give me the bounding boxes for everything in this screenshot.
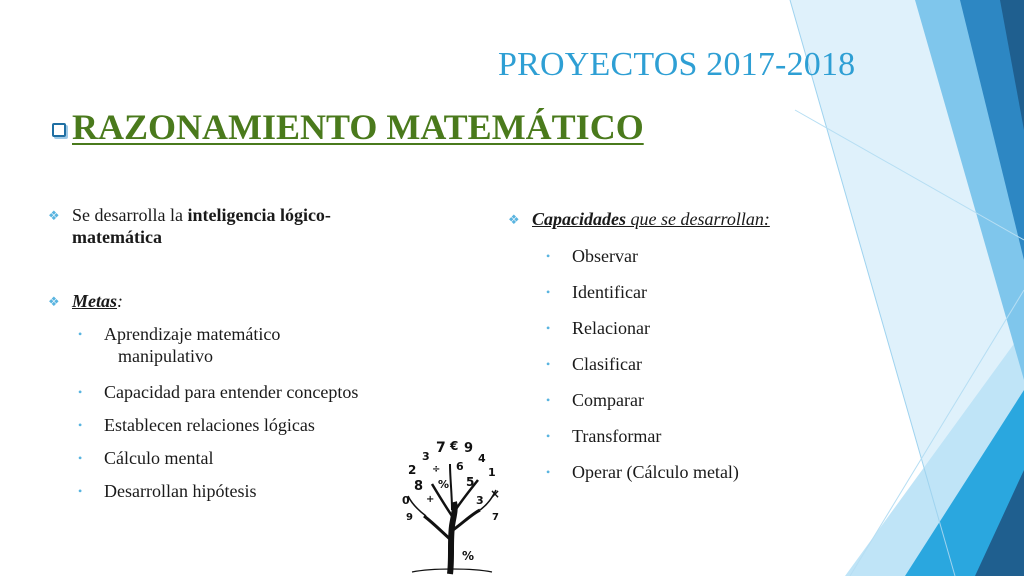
svg-text:%: %	[438, 478, 450, 491]
svg-text:0: 0	[402, 494, 410, 507]
dot-bullet-icon: •	[78, 418, 83, 432]
metas-colon: :	[117, 291, 123, 311]
list-item-text: Clasificar	[572, 354, 642, 374]
svg-text:9: 9	[464, 441, 474, 456]
intro-prefix: Se desarrolla la	[72, 205, 188, 225]
dot-bullet-icon: •	[546, 393, 551, 407]
number-tree-illustration	[392, 430, 507, 576]
list-item	[546, 353, 828, 375]
list-item	[546, 281, 828, 303]
dot-bullet-icon: •	[546, 357, 551, 371]
list-item	[546, 389, 828, 411]
list-item-line: Aprendizaje matemático	[104, 324, 281, 344]
metas-item	[48, 290, 408, 313]
capacidades-label: Capacidades	[532, 209, 626, 229]
heading-text: RAZONAMIENTO MATEMÁTICO	[72, 107, 644, 147]
right-column	[508, 208, 828, 483]
svg-text:×: ×	[490, 487, 501, 501]
svg-text:%: %	[462, 549, 475, 563]
list-item-text: Operar (Cálculo metal)	[572, 462, 739, 482]
list-item	[546, 317, 828, 339]
dot-bullet-icon: •	[78, 327, 83, 341]
dot-bullet-icon: •	[546, 429, 551, 443]
intro-bold-a: inteligencia lógico-	[187, 205, 331, 225]
svg-text:1: 1	[488, 466, 496, 479]
dot-bullet-icon: •	[546, 465, 551, 479]
svg-text:9: 9	[406, 512, 413, 523]
diamond-bullet-icon: ❖	[48, 294, 60, 309]
list-item	[546, 245, 828, 267]
capacidades-item	[508, 208, 828, 231]
list-item-text: Relacionar	[572, 318, 650, 338]
list-item	[546, 461, 828, 483]
slide-title: PROYECTOS 2017-2018	[498, 46, 856, 83]
capacidades-rest: que se desarrollan:	[626, 209, 770, 229]
dot-bullet-icon: •	[546, 321, 551, 335]
section-heading	[52, 106, 644, 148]
svg-text:+: +	[426, 494, 435, 505]
left-column	[48, 204, 408, 502]
list-item	[78, 447, 408, 469]
list-item-text: Identificar	[572, 282, 647, 302]
svg-text:4: 4	[478, 452, 486, 465]
svg-text:8: 8	[414, 479, 424, 494]
dot-bullet-icon: •	[78, 385, 83, 399]
list-item	[78, 414, 408, 436]
list-item	[78, 480, 408, 502]
svg-text:7: 7	[492, 512, 499, 523]
list-item-line: manipulativo	[118, 346, 213, 366]
dot-bullet-icon: •	[546, 249, 551, 263]
list-item	[546, 425, 828, 447]
svg-text:7: 7	[436, 440, 446, 456]
diamond-bullet-icon: ❖	[48, 208, 60, 223]
list-item-text: Cálculo mental	[104, 448, 214, 468]
intro-text	[72, 204, 331, 248]
diamond-bullet-icon: ❖	[508, 212, 520, 227]
dot-bullet-icon: •	[78, 451, 83, 465]
capacidades-heading	[532, 208, 770, 230]
list-item-text: Transformar	[572, 426, 662, 446]
metas-label: Metas	[72, 291, 117, 311]
svg-text:3: 3	[476, 494, 484, 507]
checkbox-square-icon	[52, 123, 66, 137]
dot-bullet-icon: •	[78, 484, 83, 498]
list-item-text: Desarrollan hipótesis	[104, 481, 257, 501]
svg-text:€: €	[450, 439, 459, 453]
svg-text:÷: ÷	[432, 464, 441, 475]
metas-label-wrap	[72, 290, 123, 312]
intro-bold-b: matemática	[72, 227, 162, 247]
svg-text:6: 6	[456, 460, 464, 473]
svg-text:5: 5	[466, 475, 475, 489]
list-item-text: Capacidad para entender conceptos	[104, 382, 359, 402]
svg-text:3: 3	[422, 450, 430, 463]
svg-text:2: 2	[408, 463, 417, 477]
intro-item	[48, 204, 408, 248]
list-item	[78, 381, 408, 403]
list-item-text: Comparar	[572, 390, 644, 410]
list-item-text	[104, 323, 280, 367]
list-item	[78, 323, 408, 367]
list-item-text: Observar	[572, 246, 638, 266]
dot-bullet-icon: •	[546, 285, 551, 299]
list-item-text: Establecen relaciones lógicas	[104, 415, 315, 435]
